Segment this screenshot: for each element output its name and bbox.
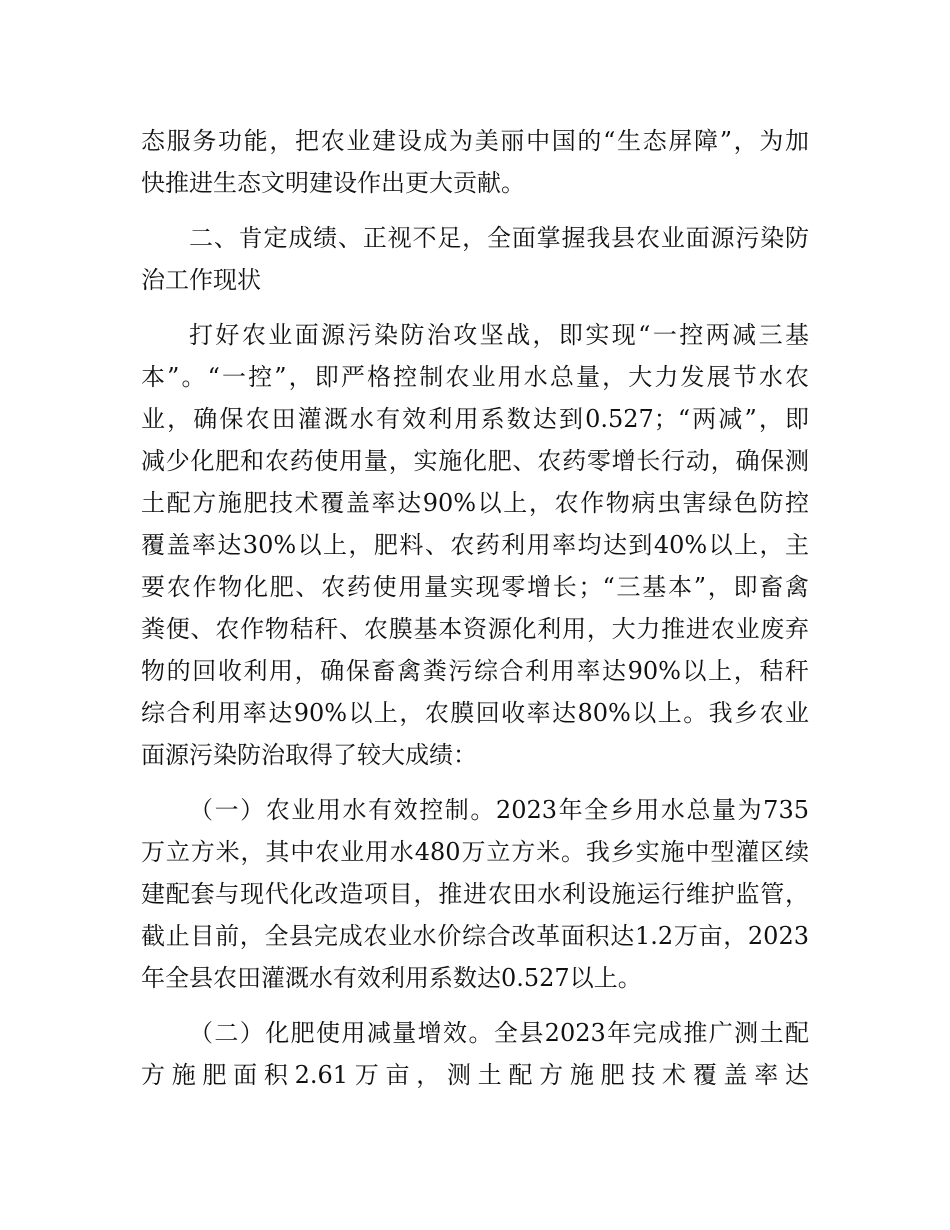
text-line: 万立方米，其中农业用水480万立方米。我乡实施中型灌区续: [141, 838, 809, 866]
text-line: 面源污染防治取得了较大成绩：: [141, 741, 477, 769]
text-line: 物的回收利用，确保畜禽粪污综合利用率达90%以上，秸秆: [141, 657, 809, 685]
text-line: 覆盖率达30%以上，肥料、农药利用率均达到40%以上，主: [141, 531, 809, 559]
text-line: 综合利用率达90%以上，农膜回收率达80%以上。我乡农业: [141, 699, 809, 727]
paragraph-fertilizer-reduction: [141, 1012, 809, 1096]
text-line: 方施肥面积2.61万亩，测土配方施肥技术覆盖率达: [141, 1061, 809, 1089]
text-line: 业，确保农田灌溉水有效利用系数达到0.527；“两减”，即: [141, 405, 809, 433]
text-line: 快推进生态文明建设作出更大贡献。: [141, 169, 525, 197]
text-line: （二）化肥使用减量增效。全县2023年完成推广测土配: [189, 1019, 809, 1047]
text-line: 要农作物化肥、农药使用量实现零增长；“三基本”，即畜禽: [141, 573, 809, 601]
text-line: 截止目前，全县完成农业水价综合改革面积达1.2万亩，2023: [141, 922, 809, 950]
text-line: 建配套与现代化改造项目，推进农田水利设施运行维护监管，: [141, 880, 809, 908]
section-heading-two: [141, 217, 809, 301]
paragraph-ecology-continuation: [141, 120, 809, 204]
text-line: 年全县农田灌溉水有效利用系数达0.527以上。: [141, 964, 642, 992]
text-line: 粪便、农作物秸秆、农膜基本资源化利用，大力推进农业废弃: [141, 615, 809, 643]
text-line: 态服务功能，把农业建设成为美丽中国的“生态屏障”，为加: [141, 127, 809, 155]
paragraph-water-control: [141, 789, 809, 999]
text-line: 土配方施肥技术覆盖率达90%以上，农作物病虫害绿色防控: [141, 489, 809, 517]
text-line: 治工作现状: [141, 266, 261, 294]
text-line: （一）农业用水有效控制。2023年全乡用水总量为735: [189, 796, 809, 824]
text-line: 二、肯定成绩、正视不足，全面掌握我县农业面源污染防: [189, 224, 809, 252]
text-line: 减少化肥和农药使用量，实施化肥、农药零增长行动，确保测: [141, 447, 809, 475]
text-line: 本”。“一控”，即严格控制农业用水总量，大力发展节水农: [141, 363, 809, 391]
document-body: [141, 120, 809, 1096]
paragraph-one-control-two-reduction: [141, 314, 809, 776]
text-line: 打好农业面源污染防治攻坚战，即实现“一控两减三基: [189, 321, 809, 349]
